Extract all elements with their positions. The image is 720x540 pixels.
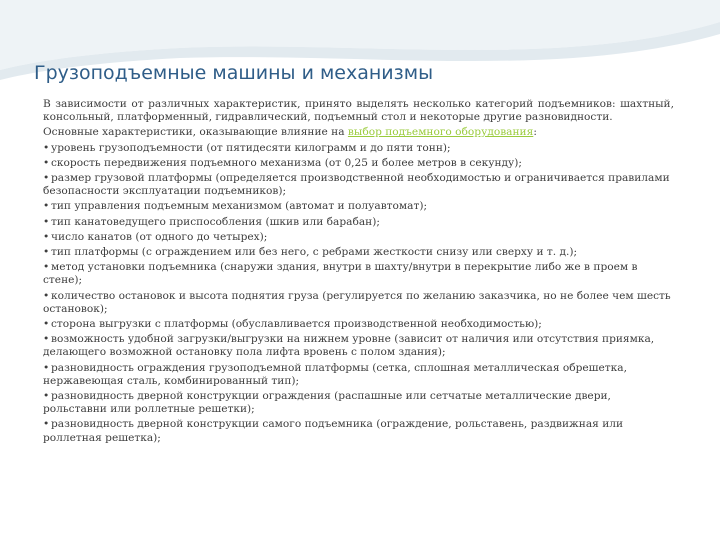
list-item-text: разновидность дверной конструкции самого подъемника (ограждение, рольставень, раздвижная или роллетная решетка); — [43, 418, 624, 444]
list-item-text: тип канатоведущего приспособления (шкив или барабан); — [51, 215, 380, 228]
bullet-icon: • — [43, 230, 50, 243]
list-item — [43, 362, 674, 388]
bullet-icon: • — [43, 200, 50, 213]
intro-paragraph: В зависимости от различных характеристик, принято выделять несколько категорий подъемников: шахтный, консольный, платформенный, гидравлический, подъемный стол и некоторые другие разновидности. — [43, 98, 674, 124]
list-item — [43, 290, 674, 316]
list-item-text: тип управления подъемным механизмом (автомат и полуавтомат); — [51, 200, 428, 213]
bullet-icon: • — [43, 215, 50, 228]
list-item-text: скорость передвижения подъемного механизма (от 0,25 и более метров в секунду); — [51, 156, 522, 169]
list-item — [43, 231, 674, 244]
bullet-icon: • — [43, 390, 50, 403]
list-item-text: размер грузовой платформы (определяется производственной необходимостью и ограничивается правилами безопасности эксплуатации подъемников); — [43, 172, 670, 198]
list-item — [43, 246, 674, 259]
bullet-icon: • — [43, 172, 50, 185]
list-item-text: разновидность дверной конструкции ограждения (распашные или сетчатые металлические двери, рольставни или роллетные решетки); — [43, 390, 611, 416]
list-item-text: метод установки подъемника (снаружи здания, внутри в шахту/внутри в перекрытие либо же в проем в стене); — [43, 261, 638, 287]
equipment-selection-link[interactable]: выбор подъемного оборудования — [347, 126, 534, 139]
bullet-icon: • — [43, 361, 50, 374]
list-item — [43, 157, 674, 170]
main-lead-text: Основные характеристики, оказывающие влияние на — [43, 126, 348, 139]
bullet-icon: • — [43, 246, 50, 259]
list-item-text: возможность удобной загрузки/выгрузки на нижнем уровне (зависит от наличия или отсутствия приямка, делающего возможной остановку пола лифта вровень с полом здания); — [43, 333, 655, 359]
bullet-icon: • — [43, 141, 50, 154]
list-item-text: уровень грузоподъемности (от пятидесяти килограмм и до пяти тонн); — [51, 141, 451, 154]
list-item — [43, 318, 674, 331]
list-item-text: сторона выгрузки с платформы (обуславливается производственной необходимостью); — [51, 318, 542, 331]
slide-body — [43, 98, 674, 447]
list-item-text: тип платформы (с ограждением или без него, с ребрами жесткости снизу или сверху и т. д.); — [51, 246, 578, 259]
bullet-icon: • — [43, 333, 50, 346]
list-item — [43, 216, 674, 229]
list-item — [43, 172, 674, 198]
list-item — [43, 261, 674, 287]
list-item — [43, 418, 674, 444]
slide-title: Грузоподъемные машины и механизмы — [34, 62, 434, 84]
bullet-icon: • — [43, 289, 50, 302]
bullet-icon: • — [43, 261, 50, 274]
bullet-icon: • — [43, 318, 50, 331]
list-item — [43, 333, 674, 359]
main-tail-text: : — [533, 126, 537, 139]
bullet-icon: • — [43, 156, 50, 169]
list-item-text: разновидность ограждения грузоподъемной платформы (сетка, сплошная металлическая обрешетка, нержавеющая сталь, комбинированный тип); — [43, 361, 627, 387]
bullet-icon: • — [43, 418, 50, 431]
main-characteristics-line — [43, 126, 674, 139]
list-item-text: количество остановок и высота поднятия груза (регулируется по желанию заказчика, но не более чем шесть остановок); — [43, 289, 671, 315]
characteristics-list — [43, 142, 674, 445]
list-item — [43, 142, 674, 155]
list-item — [43, 200, 674, 213]
list-item-text: число канатов (от одного до четырех); — [51, 230, 268, 243]
list-item — [43, 390, 674, 416]
